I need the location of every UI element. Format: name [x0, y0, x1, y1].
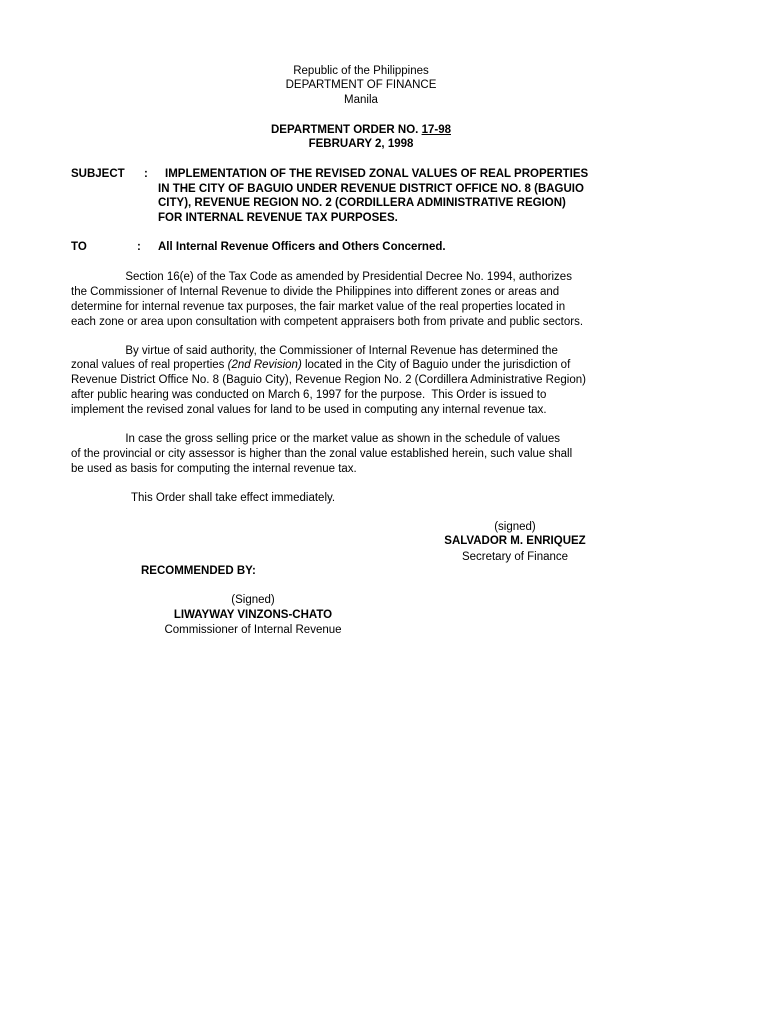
- subject-line-3: CITY), REVENUE REGION NO. 2 (CORDILLERA ADMINISTRATIVE REGION): [158, 197, 566, 209]
- secretary-name: SALVADOR M. ENRIQUEZ: [444, 535, 586, 547]
- header-republic: Republic of the Philippines: [293, 65, 429, 77]
- secretary-signed: (signed): [494, 521, 536, 533]
- paragraph-2-line-2-before: zonal values of real properties: [71, 359, 228, 371]
- subject-line-2: IN THE CITY OF BAGUIO UNDER REVENUE DISTRICT OFFICE NO. 8 (BAGUIO: [158, 183, 584, 195]
- paragraph-4: This Order shall take effect immediately.: [131, 492, 336, 504]
- paragraph-3-line-1: In case the gross selling price or the market value as shown in the schedule of values: [71, 433, 560, 445]
- paragraph-1-line-2: the Commissioner of Internal Revenue to divide the Philippines into different zones or areas and: [71, 286, 560, 298]
- paragraph-2-line-1: By virtue of said authority, the Commissioner of Internal Revenue has determined the: [71, 345, 558, 357]
- paragraph-2-line-2: [71, 358, 631, 373]
- order-date: FEBRUARY 2, 1998: [308, 138, 414, 150]
- commissioner-title: Commissioner of Internal Revenue: [164, 624, 342, 636]
- paragraph-3-line-3: be used as basis for computing the internal revenue tax.: [71, 463, 357, 475]
- paragraph-2-revision: (2nd Revision): [227, 359, 302, 371]
- paragraph-2-line-4: after public hearing was conducted on March 6, 1997 for the purpose. This Order is issued to: [71, 389, 547, 401]
- order-prefix: DEPARTMENT ORDER NO.: [271, 124, 422, 136]
- paragraph-3-line-2: of the provincial or city assessor is higher than the zonal value established herein, such value shall: [71, 448, 573, 460]
- order-number: 17-98: [421, 124, 451, 136]
- header-department: DEPARTMENT OF FINANCE: [285, 79, 437, 91]
- paragraph-2-line-5: implement the revised zonal values for land to be used in computing any internal revenue tax.: [71, 404, 547, 416]
- paragraph-2-line-3: Revenue District Office No. 8 (Baguio City), Revenue Region No. 2 (Cordillera Administrative Region): [71, 374, 586, 386]
- to-colon: :: [137, 241, 141, 253]
- secretary-title: Secretary of Finance: [461, 551, 569, 563]
- subject-line-4: FOR INTERNAL REVENUE TAX PURPOSES.: [158, 212, 398, 224]
- paragraph-1-line-4: each zone or area upon consultation with competent appraisers both from private and public sectors.: [71, 316, 584, 328]
- paragraph-1-line-1: Section 16(e) of the Tax Code as amended by Presidential Decree No. 1994, authorizes: [71, 271, 572, 283]
- header-city: Manila: [344, 94, 378, 106]
- subject-line-1: IMPLEMENTATION OF THE REVISED ZONAL VALUES OF REAL PROPERTIES: [165, 168, 589, 180]
- to-text: All Internal Revenue Officers and Others Concerned.: [158, 241, 446, 253]
- commissioner-signed: (Signed): [231, 594, 275, 606]
- commissioner-name: LIWAYWAY VINZONS-CHATO: [173, 609, 333, 621]
- to-label: TO: [71, 241, 87, 253]
- subject-label: SUBJECT: [71, 168, 125, 180]
- order-number-line: [0, 123, 722, 138]
- paragraph-1-line-3: determine for internal revenue tax purposes, the fair market value of the real properties located in: [71, 301, 566, 313]
- recommended-label: RECOMMENDED BY:: [141, 565, 256, 577]
- subject-colon: :: [144, 168, 148, 180]
- paragraph-2-line-2-after: located in the City of Baguio under the jurisdiction of: [301, 359, 571, 371]
